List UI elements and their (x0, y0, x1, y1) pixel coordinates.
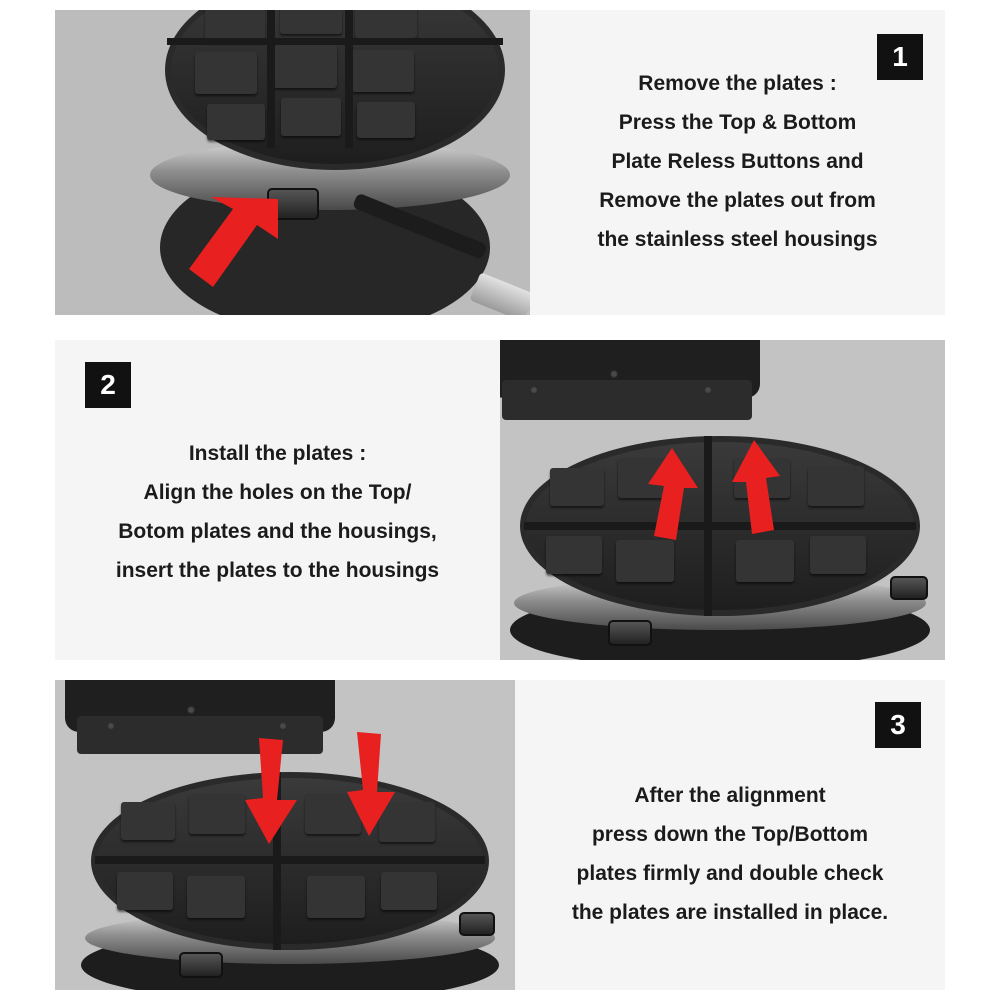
screw (279, 722, 287, 730)
step-1-panel (55, 10, 945, 315)
caption-line: Align the holes on the Top/ (143, 481, 412, 505)
caption-line: Botom plates and the housings, (118, 520, 437, 543)
caption-line: Remove the plates : (638, 72, 837, 96)
plate-release-button (459, 912, 495, 936)
waffle-grid-cell (207, 104, 265, 140)
step-3-photo (55, 680, 515, 990)
caption-line: the stainless steel housings (597, 227, 878, 251)
waffle-grid-cell (189, 794, 245, 834)
handle-chrome-tip (469, 272, 530, 315)
step-1-photo (55, 10, 530, 315)
waffle-grid-cell (117, 872, 173, 910)
plate-divider (524, 522, 916, 530)
step-2-caption (55, 409, 500, 590)
plate-divider (167, 38, 503, 45)
plate-divider (267, 10, 275, 148)
step-3-badge: 3 (875, 702, 921, 748)
waffle-grid-cell (616, 540, 674, 582)
waffle-grid-cell (550, 468, 604, 506)
waffle-grid-cell (307, 876, 365, 918)
red-arrow-annotation (243, 738, 303, 846)
caption-line: plates firmly and double check (576, 862, 884, 885)
waffle-grid-cell (546, 536, 602, 574)
screw (530, 386, 538, 394)
waffle-grid-cell (195, 52, 257, 94)
waffle-grid-cell (281, 98, 341, 136)
plate-divider (95, 856, 485, 864)
red-arrow-annotation (183, 195, 303, 295)
step-3-panel (55, 680, 945, 990)
red-arrow-annotation (343, 732, 403, 840)
red-arrow-annotation (640, 448, 700, 544)
plate-divider (345, 10, 353, 148)
waffle-grid-cell (357, 102, 415, 138)
step-2-photo (490, 340, 945, 660)
caption-line: insert the plates to the housings (115, 558, 440, 582)
screw (187, 706, 195, 714)
caption-line: Install the plates : (188, 442, 367, 466)
plate-release-button (890, 576, 928, 600)
step-2-badge: 2 (85, 362, 131, 408)
waffle-grid-cell (355, 10, 417, 38)
step-2-panel (55, 340, 945, 660)
hinge-assembly (502, 380, 752, 420)
screw (704, 386, 712, 394)
waffle-grid-cell (187, 876, 245, 918)
red-arrow-annotation (728, 440, 788, 536)
caption-line: Plate Reless Buttons and (611, 150, 864, 174)
caption-line: the plates are installed in place. (571, 900, 889, 924)
plate-release-button (179, 952, 223, 978)
caption-line: press down the Top/Bottom (591, 823, 869, 847)
step-1-caption (530, 65, 945, 259)
step-3-caption (515, 737, 945, 932)
waffle-grid-cell (280, 10, 342, 34)
waffle-grid-cell (121, 802, 175, 840)
step-1-badge: 1 (877, 34, 923, 80)
screw (107, 722, 115, 730)
waffle-grid-cell (273, 44, 337, 88)
caption-line: Press the Top & Bottom (618, 111, 857, 135)
screw (610, 370, 618, 378)
plate-release-button (608, 620, 652, 646)
waffle-grid-cell (381, 872, 437, 910)
waffle-grid-cell (810, 536, 866, 574)
waffle-grid-cell (736, 540, 794, 582)
caption-line: Remove the plates out from (599, 188, 876, 212)
waffle-grid-cell (352, 50, 414, 92)
caption-line: After the alignment (634, 784, 826, 808)
waffle-grid-cell (808, 466, 864, 506)
